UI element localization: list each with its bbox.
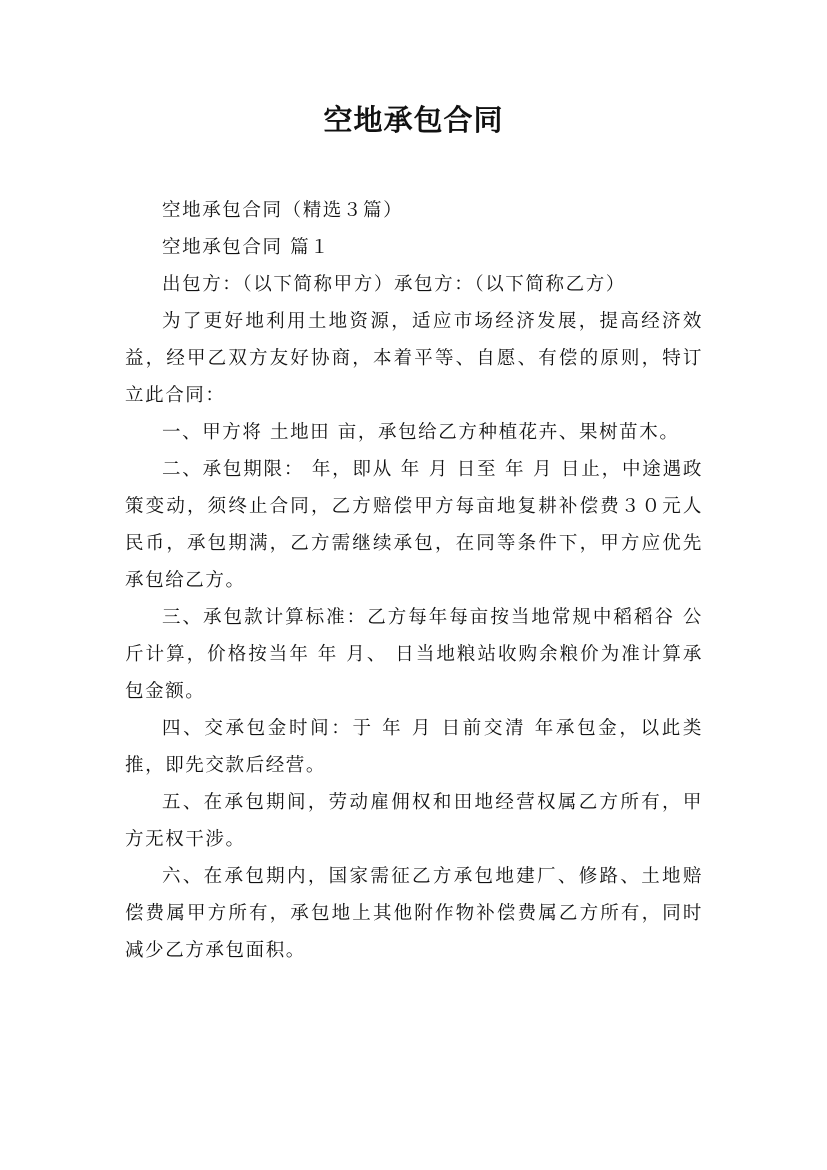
paragraph-clause-3: 三、承包款计算标准：乙方每年每亩按当地常规中稻稻谷 公斤计算，价格按当年 年 月、 日当地粮站收购余粮价为准计算承包金额。 — [125, 607, 703, 702]
paragraph-clause-5: 五、在承包期间，劳动雇佣权和田地经营权属乙方所有，甲方无权干涉。 — [125, 792, 703, 850]
paragraph-clause-4: 四、交承包金时间：于 年 月 日前交清 年承包金，以此类推，即先交款后经营。 — [125, 718, 703, 776]
paragraph-parties: 出包方：（以下简称甲方）承包方：（以下简称乙方） — [162, 274, 626, 295]
document-title: 空地承包合同 — [323, 103, 504, 137]
paragraph-preamble: 为了更好地利用土地资源，适应市场经济发展，提高经济效益，经甲乙双方友好协商，本着平等、自愿、有偿的原则，特订立此合同： — [125, 311, 703, 406]
paragraph-section-heading: 空地承包合同 篇１ — [162, 237, 331, 258]
paragraph-subtitle: 空地承包合同（精选３篇） — [162, 200, 404, 221]
paragraph-clause-1: 一、甲方将 土地田 亩，承包给乙方种植花卉、果树苗木。 — [162, 422, 680, 443]
paragraph-clause-6: 六、在承包期内，国家需征乙方承包地建厂、修路、土地赔偿费属甲方所有，承包地上其他附作物补偿费属乙方所有，同时减少乙方承包面积。 — [125, 866, 703, 961]
paragraph-clause-2: 二、承包期限： 年，即从 年 月 日至 年 月 日止，中途遇政策变动，须终止合同，乙方赔偿甲方每亩地复耕补偿费３０元人民币，承包期满，乙方需继续承包，在同等条件下，甲方应优先承包给乙方。 — [125, 459, 703, 591]
document-body — [125, 192, 703, 969]
